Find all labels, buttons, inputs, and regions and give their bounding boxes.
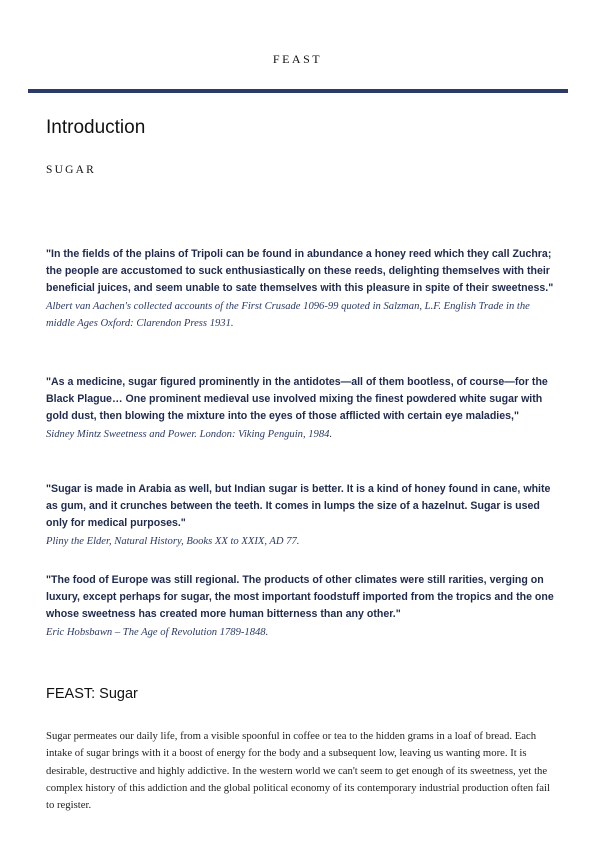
quote-source: Pliny the Elder, Natural History, Books XX to XXIX, AD 77. — [46, 535, 300, 547]
quote-text: "As a medicine, sugar figured prominently in the antidotes—all of them bootless, of course—for the Black Plague… One prominent medieval use involved mixing the finest powdered white sugar with gold dust, then blowing the mixture into the eyes of those afflicted with certain eye maladies," — [46, 376, 548, 423]
quote-block — [46, 374, 556, 443]
section-body-paragraph: Sugar permeates our daily life, from a visible spoonful in coffee or tea to the hidden grams in a loaf of bread. Each intake of sugar brings with it a boost of energy for the body and a subsequent low, leaving us wanting more. It is desirable, destructive and highly addictive. In the western world we can't seem to get enough of its sweetness, yet the complex history of this addiction and the global political economy of its contemporary industrial production often fail to register. — [46, 730, 550, 812]
document-header-title: FEAST — [272, 52, 323, 66]
quote-source: Albert van Aachen's collected accounts of the First Crusade 1096-99 quoted in Salzman, L.F. English Trade in the middle Ages Oxford: Clarendon Press 1931. — [46, 300, 530, 329]
quote-block — [46, 572, 556, 641]
quote-text: "Sugar is made in Arabia as well, but Indian sugar is better. It is a kind of honey found in cane, white as gum, and it crunches between the teeth. It comes in lumps the size of a hazelnut. Sugar is used only for medical purposes." — [46, 483, 551, 530]
quote-block — [46, 481, 556, 550]
header-divider — [28, 89, 568, 93]
section-heading: FEAST: Sugar — [46, 686, 138, 702]
quote-text: "In the fields of the plains of Tripoli can be found in abundance a honey reed which they call Zuchra; the people are accustomed to suck enthusiastically on these reeds, delighting themselves with their beneficial juices, and seem unable to sate themselves with this pleasure in spite of their sweetness." — [46, 248, 554, 295]
page-title: Introduction — [46, 117, 146, 138]
section-label: SUGAR — [46, 164, 96, 176]
quote-block — [46, 246, 556, 332]
quote-text: "The food of Europe was still regional. The products of other climates were still rarities, verging on luxury, except perhaps for sugar, the most important foodstuff imported from the tropics and the one whose sweetness has created more human bitterness than any other." — [46, 574, 554, 621]
quote-source: Sidney Mintz Sweetness and Power. London: Viking Penguin, 1984. — [46, 428, 333, 440]
quote-source: Eric Hobsbawn – The Age of Revolution 1789-1848. — [46, 626, 269, 638]
